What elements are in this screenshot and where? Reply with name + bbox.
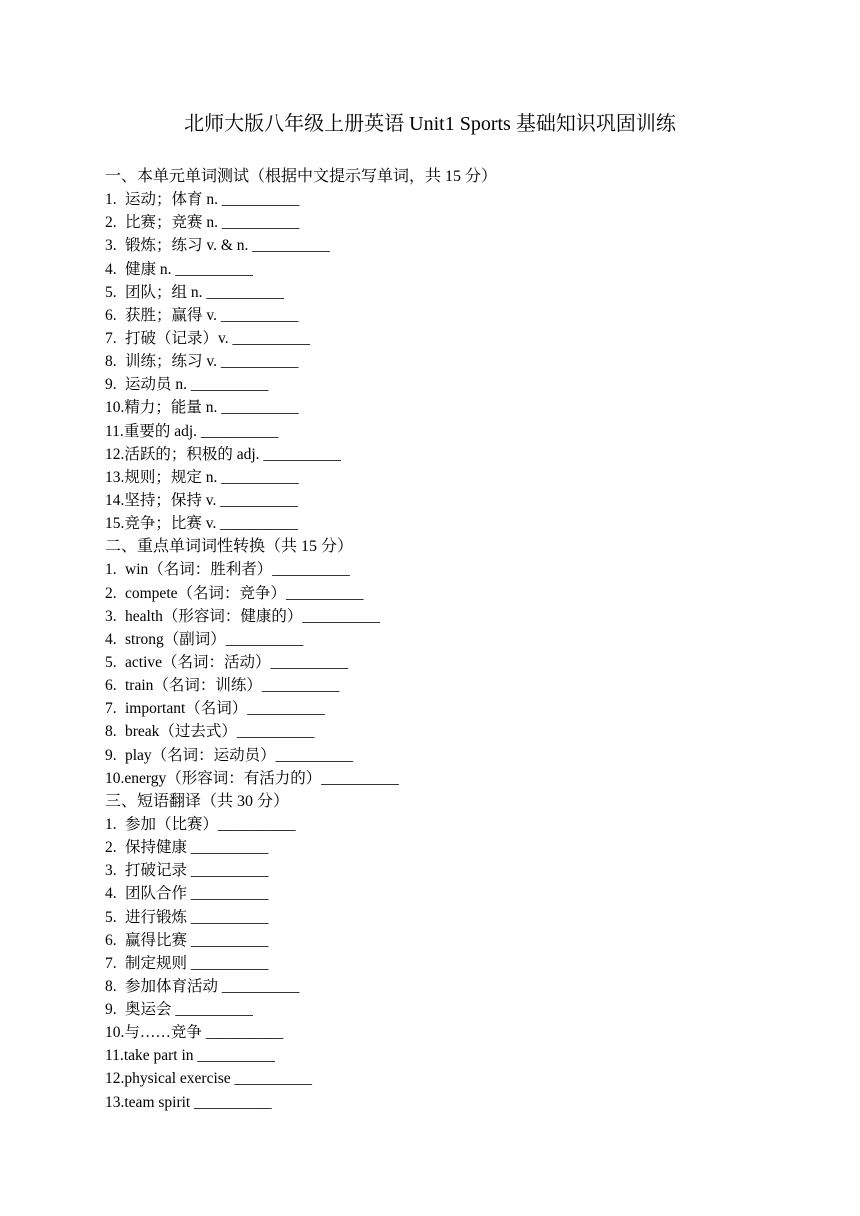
question-text: strong（副词）__________ bbox=[125, 630, 304, 648]
question-number: 7. bbox=[105, 700, 117, 718]
question-text: 打破记录 __________ bbox=[125, 862, 269, 880]
question-item bbox=[105, 605, 805, 628]
question-text: energy（形容词：有活力的）__________ bbox=[124, 769, 399, 787]
question-number: 10. bbox=[105, 1024, 125, 1042]
question-text: take part in __________ bbox=[123, 1047, 275, 1065]
question-text: win（名词：胜利者）__________ bbox=[125, 561, 350, 579]
question-number: 7. bbox=[105, 329, 117, 347]
question-number: 8. bbox=[105, 977, 117, 995]
question-text: 规则；规定 n. __________ bbox=[124, 468, 299, 486]
question-item bbox=[105, 466, 805, 489]
question-item bbox=[105, 582, 805, 605]
question-text: 竞争；比赛 v. __________ bbox=[124, 515, 298, 533]
question-number: 5. bbox=[105, 653, 117, 671]
question-text: break（过去式）__________ bbox=[125, 723, 315, 741]
question-item bbox=[105, 998, 805, 1021]
question-number: 1. bbox=[105, 561, 117, 579]
question-number: 7. bbox=[105, 954, 117, 972]
question-item bbox=[105, 1044, 805, 1067]
question-text: play（名词：运动员）__________ bbox=[125, 746, 354, 764]
question-text: 锻炼；练习 v. & n. __________ bbox=[125, 237, 330, 255]
section-heading-vocab-test: 一、本单元单词测试（根据中文提示写单词，共 15 分） bbox=[105, 168, 498, 185]
question-number: 9. bbox=[105, 376, 117, 394]
question-item bbox=[105, 420, 805, 443]
question-text: train（名词：训练）__________ bbox=[125, 677, 340, 695]
question-number: 4. bbox=[105, 630, 117, 648]
question-text: 打破（记录）v. __________ bbox=[125, 329, 310, 347]
question-number: 1. bbox=[105, 815, 117, 833]
question-number: 2. bbox=[105, 839, 117, 857]
question-text: 运动员 n. __________ bbox=[125, 376, 269, 394]
question-number: 6. bbox=[105, 677, 117, 695]
question-item bbox=[105, 929, 805, 952]
question-text: 参加（比赛）__________ bbox=[125, 815, 296, 833]
question-number: 9. bbox=[105, 1001, 117, 1019]
question-item bbox=[105, 836, 805, 859]
question-item bbox=[105, 512, 805, 535]
question-number: 8. bbox=[105, 353, 117, 371]
question-item bbox=[105, 813, 805, 836]
question-text: 活跃的；积极的 adj. __________ bbox=[124, 445, 341, 463]
question-number: 6. bbox=[105, 306, 117, 324]
question-number: 8. bbox=[105, 723, 117, 741]
question-number: 12. bbox=[105, 445, 125, 463]
question-number: 11. bbox=[105, 1047, 124, 1065]
question-number: 15. bbox=[105, 515, 125, 533]
question-number: 11. bbox=[105, 422, 124, 440]
question-item bbox=[105, 396, 805, 419]
question-item bbox=[105, 697, 805, 720]
question-text: health（形容词：健康的）__________ bbox=[125, 607, 380, 625]
question-text: 保持健康 __________ bbox=[125, 839, 269, 857]
question-number: 4. bbox=[105, 260, 117, 278]
question-item bbox=[105, 258, 805, 281]
question-item bbox=[105, 1021, 805, 1044]
question-text: 训练；练习 v. __________ bbox=[125, 353, 299, 371]
question-item bbox=[105, 558, 805, 581]
question-item bbox=[105, 1067, 805, 1090]
question-item bbox=[105, 975, 805, 998]
question-number: 5. bbox=[105, 908, 117, 926]
question-text: 与……竞争 __________ bbox=[124, 1024, 284, 1042]
question-number: 3. bbox=[105, 607, 117, 625]
question-item bbox=[105, 674, 805, 697]
question-item bbox=[105, 859, 805, 882]
document-title: 北师大版八年级上册英语 Unit1 Sports 基础知识巩固训练 bbox=[184, 113, 676, 135]
question-number: 13. bbox=[105, 468, 125, 486]
question-number: 9. bbox=[105, 746, 117, 764]
question-number: 1. bbox=[105, 191, 117, 209]
question-text: 进行锻炼 __________ bbox=[125, 908, 269, 926]
question-item bbox=[105, 211, 805, 234]
question-item bbox=[105, 443, 805, 466]
question-text: 团队合作 __________ bbox=[125, 885, 269, 903]
question-number: 10. bbox=[105, 769, 125, 787]
question-item bbox=[105, 327, 805, 350]
document-body bbox=[105, 165, 805, 1114]
question-text: important（名词）__________ bbox=[125, 700, 325, 718]
question-item bbox=[105, 373, 805, 396]
question-item bbox=[105, 767, 805, 790]
question-item bbox=[105, 628, 805, 651]
question-number: 14. bbox=[105, 491, 125, 509]
question-text: 运动；体育 n. __________ bbox=[125, 191, 300, 209]
question-number: 12. bbox=[105, 1070, 125, 1088]
question-item bbox=[105, 882, 805, 905]
question-item bbox=[105, 188, 805, 211]
question-number: 2. bbox=[105, 584, 117, 602]
question-item bbox=[105, 720, 805, 743]
question-number: 3. bbox=[105, 237, 117, 255]
question-item bbox=[105, 906, 805, 929]
question-item bbox=[105, 651, 805, 674]
question-item bbox=[105, 744, 805, 767]
question-number: 6. bbox=[105, 931, 117, 949]
question-number: 10. bbox=[105, 399, 125, 417]
question-text: physical exercise __________ bbox=[124, 1070, 313, 1088]
question-text: 奥运会 __________ bbox=[125, 1001, 253, 1019]
question-number: 4. bbox=[105, 885, 117, 903]
question-item bbox=[105, 1091, 805, 1114]
question-text: active（名词：活动）__________ bbox=[125, 653, 349, 671]
question-item bbox=[105, 281, 805, 304]
question-item bbox=[105, 350, 805, 373]
question-text: 制定规则 __________ bbox=[125, 954, 269, 972]
section-heading-phrase-translation: 三、短语翻译（共 30 分） bbox=[105, 792, 290, 810]
question-text: 重要的 adj. __________ bbox=[123, 422, 279, 440]
question-text: 参加体育活动 __________ bbox=[125, 977, 300, 995]
question-item bbox=[105, 952, 805, 975]
question-text: 团队；组 n. __________ bbox=[125, 283, 284, 301]
question-number: 3. bbox=[105, 862, 117, 880]
question-text: compete（名词：竞争）__________ bbox=[125, 584, 364, 602]
question-text: 精力；能量 n. __________ bbox=[124, 399, 299, 417]
question-text: team spirit __________ bbox=[124, 1093, 272, 1111]
question-text: 健康 n. __________ bbox=[125, 260, 253, 278]
question-item bbox=[105, 304, 805, 327]
question-text: 赢得比赛 __________ bbox=[125, 931, 269, 949]
question-number: 2. bbox=[105, 214, 117, 232]
question-text: 获胜；赢得 v. __________ bbox=[125, 306, 299, 324]
question-number: 5. bbox=[105, 283, 117, 301]
question-item bbox=[105, 489, 805, 512]
question-text: 坚持；保持 v. __________ bbox=[124, 491, 298, 509]
question-number: 13. bbox=[105, 1093, 125, 1111]
question-item bbox=[105, 234, 805, 257]
question-text: 比赛；竞赛 n. __________ bbox=[125, 214, 300, 232]
section-heading-word-forms: 二、重点单词词性转换（共 15 分） bbox=[105, 538, 354, 556]
